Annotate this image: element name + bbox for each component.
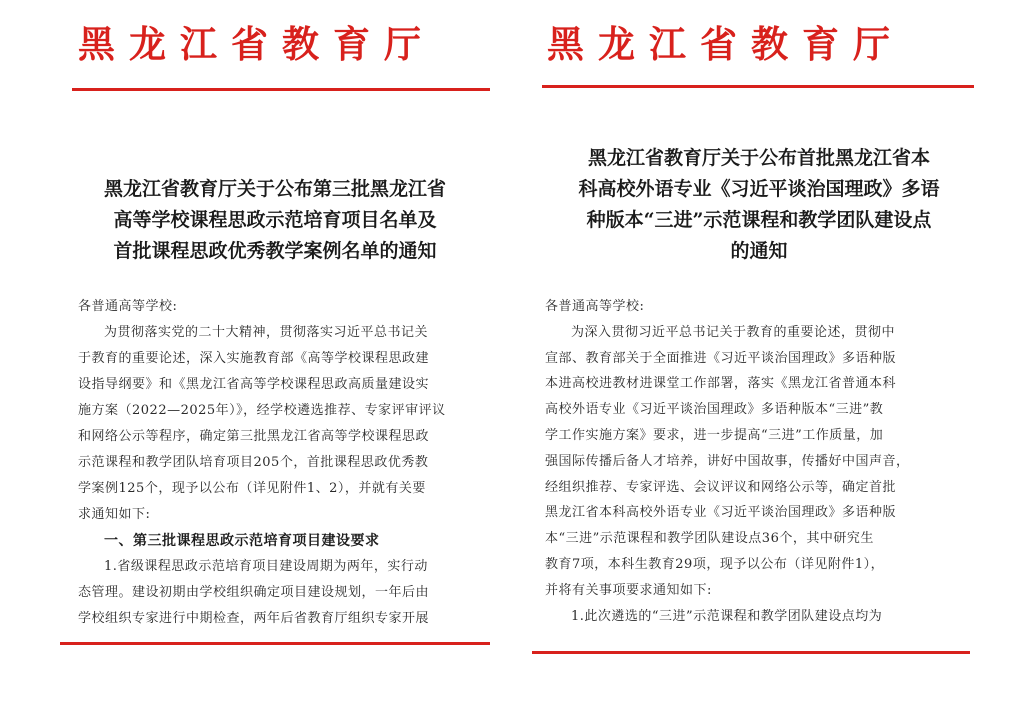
body-line: 学案例125个，现予以公布（详见附件1、2），并就有关要 xyxy=(78,481,426,496)
red-header-rule xyxy=(72,88,490,91)
body-line: 本“三进”示范课程和教学团队建设点36个，其中研究生 xyxy=(545,531,874,547)
section-heading: 一、第三批课程思政示范培育项目建设要求 xyxy=(104,533,380,549)
notice-title-line: 黑龙江省教育厅关于公布首批黑龙江省本 xyxy=(587,147,930,169)
body-line: 并将有关事项要求通知如下: xyxy=(545,582,712,598)
body-line: 学工作实施方案》要求，进一步提高“三进”工作质量，加 xyxy=(545,427,884,443)
body-line: 为贯彻落实党的二十大精神，贯彻落实习近平总书记关 xyxy=(104,325,429,340)
body-line: 1.此次遴选的“三进”示范课程和教学团队建设点均为 xyxy=(571,608,883,624)
notice-title-line: 首批课程思政优秀教学案例名单的通知 xyxy=(113,240,437,262)
notice-title xyxy=(544,143,974,267)
issuer-header: 黑龙江省教育厅 xyxy=(78,22,435,66)
body-line: 1.省级课程思政示范培育项目建设周期为两年，实行动 xyxy=(104,559,428,574)
red-header-rule xyxy=(542,85,974,88)
body-line: 示范课程和教学团队培育项目205个，首批课程思政优秀教 xyxy=(78,455,429,470)
body-line: 经组织推荐、专家评选、会议评议和网络公示等，确定首批 xyxy=(545,479,897,495)
notice-body xyxy=(78,294,498,632)
notice-title-line: 科高校外语专业《习近平谈治国理政》多语 xyxy=(578,178,940,200)
body-line: 本进高校进教材进课堂工作部署，落实《黑龙江省普通本科 xyxy=(545,376,897,392)
body-line: 黑龙江省本科高校外语专业《习近平谈治国理政》多语种版 xyxy=(545,505,897,521)
body-line: 教育7项，本科生教育29项，现予以公布（详见附件1）， xyxy=(545,556,885,572)
body-line: 高校外语专业《习近平谈治国理政》多语种版本“三进”教 xyxy=(545,402,884,418)
body-line: 施方案（2022—2025年）》，经学校遴选推荐、专家评审评议 xyxy=(78,403,446,418)
body-line: 态管理。建设初期由学校组织确定项目建设规划，一年后由 xyxy=(78,585,430,600)
body-line: 学校组织专家进行中期检查，两年后省教育厅组织专家开展 xyxy=(78,611,430,626)
body-line: 各普通高等学校: xyxy=(78,299,178,314)
notice-title-line: 种版本“三进”示范课程和教学团队建设点 xyxy=(586,209,932,231)
notice-document-right xyxy=(512,0,1024,709)
notice-title xyxy=(80,174,470,267)
notice-title-line: 黑龙江省教育厅关于公布第三批黑龙江省 xyxy=(103,178,446,200)
body-line: 为深入贯彻习近平总书记关于教育的重要论述，贯彻中 xyxy=(571,324,896,340)
body-line: 宣部、教育部关于全面推进《习近平谈治国理政》多语种版 xyxy=(545,350,897,366)
red-footer-rule xyxy=(60,642,490,645)
body-line: 于教育的重要论述，深入实施教育部《高等学校课程思政建 xyxy=(78,351,430,366)
body-line: 各普通高等学校: xyxy=(545,299,645,314)
red-footer-rule xyxy=(532,651,970,654)
notice-body xyxy=(545,294,975,629)
body-line: 和网络公示等程序，确定第三批黑龙江省高等学校课程思政 xyxy=(78,429,430,444)
body-line: 设指导纲要》和《黑龙江省高等学校课程思政高质量建设实 xyxy=(78,377,430,392)
notice-title-line: 的通知 xyxy=(730,240,788,262)
body-line: 强国际传播后备人才培养，讲好中国故事，传播好中国声音， xyxy=(545,453,910,469)
notice-title-line: 高等学校课程思政示范培育项目名单及 xyxy=(113,209,437,231)
body-line: 求通知如下: xyxy=(78,507,151,522)
issuer-header: 黑龙江省教育厅 xyxy=(547,22,904,66)
